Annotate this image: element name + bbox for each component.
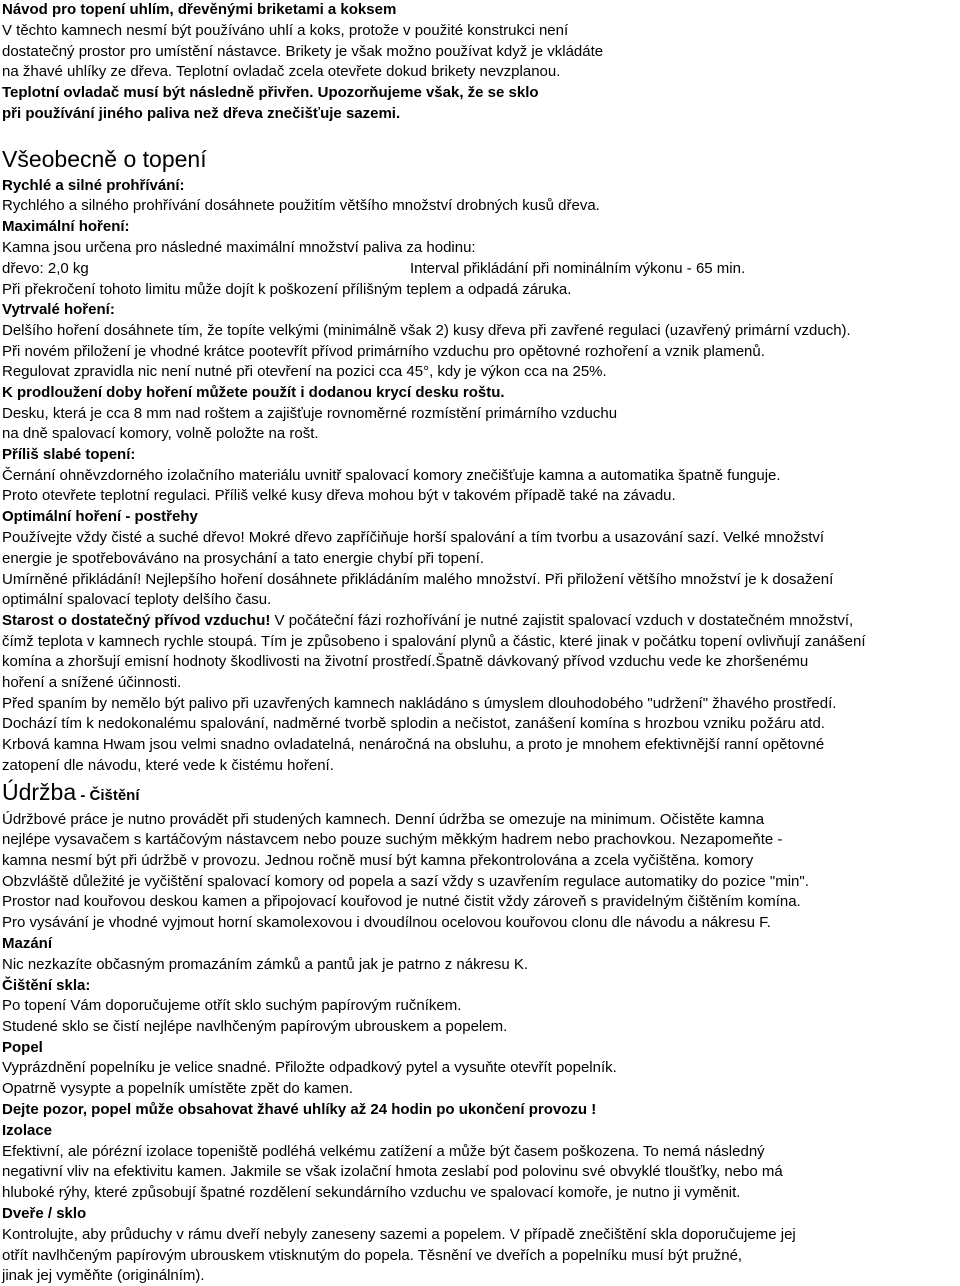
- text-line: [2, 528, 824, 548]
- line-text: Kamna jsou určena pro následné maximální množství paliva za hodinu:: [2, 239, 476, 256]
- line-text: energie je spotřebováváno na prosychání a tato energie chybí při topení.: [2, 550, 484, 567]
- text-line: [2, 756, 334, 776]
- text-line: [2, 21, 568, 41]
- text-line: [2, 362, 607, 382]
- line-text: hluboké rýhy, které způsobují špatné rozdělení sekundárního vzduchu ve spalovací komoře, je nutno ji vyměnit.: [2, 1184, 741, 1201]
- line-text: Údržba: [2, 779, 77, 805]
- text-line: [2, 342, 765, 362]
- line-text: kamna nesmí být při údržbě v provozu. Jednou ročně musí být kamna překontrolována a zcela vyčištěna. komory: [2, 852, 754, 869]
- text-line: [2, 1162, 783, 1182]
- line-text: Pro vysávání je vhodné vyjmout horní skamolexovou i dvoudílnou ocelovou kouřovou clonu dle návodu a nákresu F.: [2, 914, 771, 931]
- text-line: [2, 830, 782, 850]
- bold-heading-line: [2, 217, 130, 237]
- line-text: Používejte vždy čisté a suché dřevo! Mokré dřevo zapříčiňuje horší spalování a tím tvorbu a usazování sazí. Velké množství: [2, 529, 825, 546]
- text-line: [2, 280, 571, 300]
- line-text: Rychlého a silného prohřívání dosáhnete použitím většího množství drobných kusů dřeva.: [2, 197, 600, 214]
- text-line: [2, 1142, 765, 1162]
- text-line: [2, 1225, 796, 1245]
- section-heading: [2, 145, 207, 173]
- line-text: Prostor nad kouřovou deskou kamen a připojovací kouřovod je nutné čistit vždy zároveň s pravidelným čištěním komína.: [2, 893, 801, 910]
- text-line: [2, 238, 476, 258]
- line-text: Černání ohněvzdorného izolačního materiálu uvnitř spalovací komory znečišťuje kamna a automatika špatně funguje.: [2, 467, 781, 484]
- line-text: Umírněné přikládání! Nejlepšího hoření dosáhnete přikládáním malého množství. Při přiložení většího množství je k dosažení: [2, 571, 834, 588]
- text-line: [2, 321, 851, 341]
- line-text: Efektivní, ale pórézní izolace topeniště podléhá velkému zatížení a může být časem poškozena. To nemá následný: [2, 1143, 765, 1160]
- text-line: [2, 735, 824, 755]
- line-text: Vyprázdnění popelníku je velice snadné. Přiložte odpadkový pytel a vysuňte otevřít popelník.: [2, 1059, 617, 1076]
- text-line: [2, 955, 528, 975]
- line-text: Dejte pozor, popel může obsahovat žhavé uhlíky až 24 hodin po ukončení provozu !: [2, 1101, 597, 1118]
- line-text: Při překročení tohoto limitu může dojít k poškození přílišným teplem a odpadá záruka.: [2, 281, 572, 298]
- text-line: [2, 1058, 617, 1078]
- bold-heading-line: [2, 176, 185, 196]
- line-text: Popel: [2, 1039, 43, 1056]
- bold-heading-line: [2, 507, 198, 527]
- bold-heading-line: [2, 1038, 43, 1058]
- text-line: [2, 1246, 742, 1266]
- text-line: [2, 632, 866, 652]
- text-line: [2, 652, 808, 672]
- line-text: otřít navlhčeným papírovým ubrouskem vtisknutým do popela. Těsnění ve dveřích a popelníku musí být pružné,: [2, 1247, 743, 1264]
- text-line: [2, 694, 836, 714]
- line-text: nejlépe vysavačem s kartáčovým nástavcem nebo pouze suchým měkkým hadrem nebo prachovkou. Nezapomeňte -: [2, 831, 783, 848]
- line-text: Čištění skla:: [2, 977, 91, 994]
- line-text: Maximální hoření:: [2, 218, 130, 235]
- text-line: [2, 570, 833, 590]
- text-line: [2, 424, 319, 444]
- text-line: [2, 1079, 353, 1099]
- text-line: [2, 913, 771, 933]
- text-line: [2, 259, 89, 279]
- text-line: [2, 851, 753, 871]
- line-text: Krbová kamna Hwam jsou velmi snadno ovladatelná, nenáročná na obsluhu, a proto je mnohem efektivnější ranní opětovné: [2, 736, 825, 753]
- line-text: Příliš slabé topení:: [2, 446, 136, 463]
- line-text: na dně spalovací komory, volně položte na rošt.: [2, 425, 319, 442]
- text-line: [2, 872, 809, 892]
- line-text: Dveře / sklo: [2, 1205, 87, 1222]
- bold-heading-line: [2, 1100, 596, 1120]
- line-text: čímž teplota v kamnech rychle stoupá. Tím je způsobeno i spalování plynů a částic, které jinak v počátku topení ovlivňují zanášení: [2, 633, 866, 650]
- line-text: Údržbové práce je nutno provádět při studených kamnech. Denní údržba se omezuje na minimum. Očistěte kamna: [2, 811, 765, 828]
- text-line: [2, 196, 600, 216]
- line-text: Studené sklo se čistí nejlépe navlhčeným papírovým ubrouskem a popelem.: [2, 1018, 508, 1035]
- bold-heading-line: [2, 383, 505, 403]
- line-text: Izolace: [2, 1122, 53, 1139]
- line-text: Delšího hoření dosáhnete tím, že topíte velkými (minimálně však 2) kusy dřeva při zavřené regulaci (uzavřený primární vzduch).: [2, 322, 851, 339]
- line-text: Obzvláště důležité je vyčištění spalovací komory od popela a sazí vždy s uzavřením regulace automatiky do pozice "min".: [2, 873, 809, 890]
- line-text: Mazání: [2, 935, 53, 952]
- line-text: Kontrolujte, aby průduchy v rámu dveří nebyly zaneseny sazemi a popelem. V případě znečištění skla doporučujeme jej: [2, 1226, 796, 1243]
- line-text: Teplotní ovladač musí být následně přivřen. Upozorňujeme však, že se sklo: [2, 84, 539, 101]
- line-text: Rychlé a silné prohřívání:: [2, 177, 185, 194]
- text-line: [2, 466, 781, 486]
- line-text: jinak jej vyměňte (originálním).: [2, 1267, 205, 1284]
- text-line: [2, 673, 181, 693]
- text-line: [2, 892, 801, 912]
- text-line: [2, 590, 271, 610]
- heading-subtitle: - Čištění: [76, 787, 140, 804]
- line-text: Desku, která je cca 8 mm nad roštem a zajišťuje rovnoměrné rozmístění primárního vzduchu: [2, 405, 618, 422]
- line-text-continuation: V počáteční fázi rozhořívání je nutné zajistit spalovací vzduch v dostatečném množství,: [270, 612, 854, 629]
- line-text: V těchto kamnech nesmí být používáno uhlí a koks, protože v použité konstrukci není: [2, 22, 569, 39]
- line-text: Po topení Vám doporučujeme otřít sklo suchým papírovým ručníkem.: [2, 997, 462, 1014]
- line-text: Regulovat zpravidla nic není nutné při otevření na pozici cca 45°, kdy je výkon cca na 25%.: [2, 363, 607, 380]
- line-text: Dochází tím k nedokonalému spalování, nadměrné tvorbě splodin a nečistot, zanášení komína s hrozbou vzniku požáru atd.: [2, 715, 825, 732]
- bold-heading-line: [2, 83, 539, 103]
- line-text: zatopení dle návodu, které vede k čistému hoření.: [2, 757, 334, 774]
- text-line: [2, 714, 825, 734]
- text-line: [2, 1017, 507, 1037]
- bold-heading-line: [2, 0, 396, 20]
- line-text: dřevo: 2,0 kg: [2, 260, 89, 277]
- text-line: [2, 62, 560, 82]
- bold-heading-line: [2, 1204, 86, 1224]
- text-line: [2, 996, 461, 1016]
- text-line: [2, 42, 603, 62]
- bold-heading-line: [2, 934, 52, 954]
- bold-heading-line: [2, 1121, 52, 1141]
- line-text: dostatečný prostor pro umístění nástavce. Brikety je však možno používat když je vkládáte: [2, 43, 604, 60]
- bold-heading-line: [2, 300, 115, 320]
- text-line: [2, 1183, 740, 1203]
- section-heading: [2, 778, 140, 810]
- line-text: optimální spalovací teploty delšího času.: [2, 591, 272, 608]
- line-text: Opatrně vysypte a popelník umístěte zpět do kamen.: [2, 1080, 354, 1097]
- line-text: komína a zhoršují emisní hodnoty škodlivosti na životní prostředí.Špatně dávkovaný přívod vzduchu vede ke zhoršenému: [2, 653, 809, 670]
- line-text: Všeobecně o topení: [2, 146, 207, 172]
- line-text: Při novém přiložení je vhodné krátce pootevřít přívod primárního vzduchu pro opětovné rozhoření a vznik plamenů.: [2, 343, 765, 360]
- line-text: Před spaním by nemělo být palivo při uzavřených kamnech nakládáno s úmyslem dlouhodobého "udržení" žhavého prostředí.: [2, 695, 837, 712]
- bold-heading-line: [2, 104, 400, 124]
- line-text: Nic nezkazíte občasným promazáním zámků a pantů jak je patrno z nákresu K.: [2, 956, 529, 973]
- bold-heading-line: [2, 976, 90, 996]
- text-line: [2, 1266, 205, 1286]
- line-text: negativní vliv na efektivitu kamen. Jakmile se však izolační hmota zeslabí pod polovinu své obvyklé tloušťky, nebo má: [2, 1163, 783, 1180]
- bold-heading-line: [2, 445, 135, 465]
- line-text: Optimální hoření - postřehy: [2, 508, 198, 525]
- text-line: [2, 810, 764, 830]
- line-text: Vytrvalé hoření:: [2, 301, 115, 318]
- text-line: [2, 486, 676, 506]
- line-text: Proto otevřete teplotní regulaci. Příliš velké kusy dřeva mohou být v takovém případě také na závadu.: [2, 487, 676, 504]
- line-text: Návod pro topení uhlím, dřevěnými briketami a koksem: [2, 1, 397, 18]
- bold-heading-line: [2, 611, 853, 631]
- line-text: na žhavé uhlíky ze dřeva. Teplotní ovladač zcela otevřete dokud brikety nevzplanou.: [2, 63, 561, 80]
- line-text: hoření a snížené účinnosti.: [2, 674, 182, 691]
- interval-text: Interval přikládání při nominálním výkonu - 65 min.: [410, 260, 746, 277]
- line-text: při používání jiného paliva než dřeva znečišťuje sazemi.: [2, 105, 401, 122]
- text-line: [2, 404, 617, 424]
- line-text: Starost o dostatečný přívod vzduchu!: [2, 612, 271, 629]
- text-line: [2, 549, 484, 569]
- line-text: K prodloužení doby hoření můžete použít i dodanou krycí desku roštu.: [2, 384, 505, 401]
